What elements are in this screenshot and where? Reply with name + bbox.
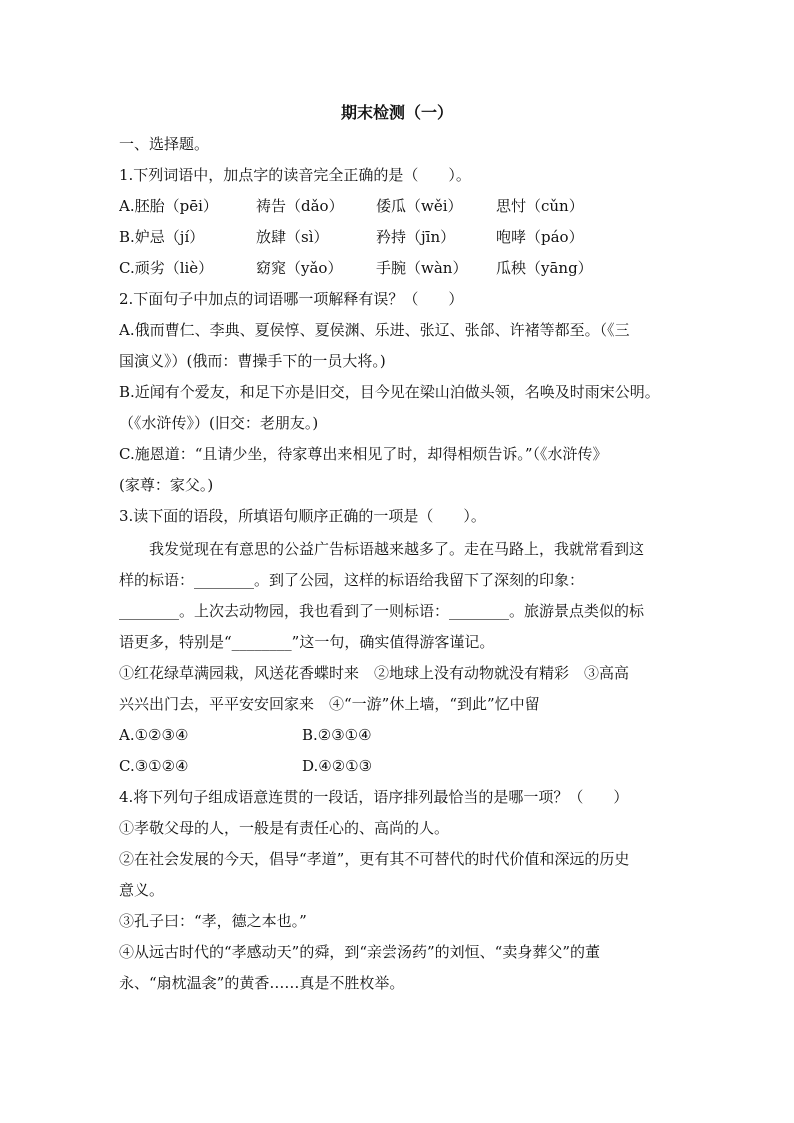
q4-stem: 4.将下列句子组成语意连贯的一段话，语序排列最恰当的是哪一项？（ ） — [119, 788, 629, 806]
q4-sentence-3: ③孔子曰：“孝，德之本也。” — [119, 912, 307, 930]
q2-option-c-line-2: (家尊：家父。) — [119, 476, 214, 494]
q1-option-c — [119, 258, 704, 278]
q3-option-b: B.②③①④ — [302, 726, 372, 744]
q1-b-word-3: 矜持（jīn） — [376, 228, 456, 246]
q1-b-word-4: 咆哮（páo） — [496, 228, 584, 246]
q4-sentence-2-line-1: ②在社会发展的今天，倡导“孝道”，更有其不可替代的时代价值和深远的历史 — [119, 850, 630, 868]
q1-option-a — [119, 196, 704, 216]
q3-sentences-line-1: ①红花绿草满园栽，风送花香蝶时来 ②地球上没有动物就没有精彩 ③高高 — [119, 664, 630, 682]
q2-option-c-line-1: C.施恩道：“且请少坐，待家尊出来相见了时，却得相烦告诉。”（《水浒传》 — [119, 445, 608, 463]
q1-a-word-2: 祷告（dǎo） — [256, 197, 344, 215]
q2-option-a-line-2: 国演义》）(俄而：曹操手下的一员大将。) — [119, 352, 386, 370]
q1-a-word-4: 思忖（cǔn） — [496, 197, 584, 215]
q3-option-a: A.①②③④ — [119, 726, 189, 744]
q1-a-word-3: 倭瓜（wěi） — [376, 197, 463, 215]
q4-sentence-1: ①孝敬父母的人，一般是有责任心的、高尚的人。 — [119, 819, 450, 837]
q3-option-c: C.③①②④ — [119, 757, 189, 775]
q4-sentence-4-line-2: 永、“扇枕温衾”的黄香……真是不胜枚举。 — [119, 974, 405, 992]
q1-c-word-3: 手腕（wàn） — [376, 259, 468, 277]
q4-sentence-4-line-1: ④从远古时代的“孝感动天”的舜，到“亲尝汤药”的刘恒、“卖身葬父”的董 — [119, 943, 601, 961]
q3-passage-line-2: 样的标语：________。到了公园，这样的标语给我留下了深刻的印象： — [119, 571, 585, 589]
q2-option-b-line-2: （《水浒传》）(旧交：老朋友。) — [119, 414, 319, 432]
q3-options-row-2 — [119, 756, 704, 776]
q2-option-a-line-1: A.俄而曹仁、李典、夏侯惇、夏侯渊、乐进、张辽、张郃、许褚等都至。（《三 — [119, 321, 630, 339]
q3-passage-line-1: 我发觉现在有意思的公益广告标语越来越多了。走在马路上，我就常看到这 — [149, 540, 645, 558]
q1-c-word-2: 窈窕（yǎo） — [256, 259, 343, 277]
q3-passage-line-3: ________。上次去动物园，我也看到了一则标语：________。旅游景点类似的标 — [119, 602, 645, 620]
section-heading: 一、选择题。 — [119, 135, 210, 153]
q3-passage-line-4: 语更多，特别是“________”这一句，确实值得游客谨记。 — [119, 633, 495, 651]
q2-stem: 2.下面句子中加点的词语哪一项解释有误？（ ） — [119, 290, 464, 308]
q1-b-word-1: B.妒忌（jí） — [119, 228, 205, 246]
q1-a-word-1: A.胚胎（pēi） — [119, 197, 218, 215]
q3-sentences-line-2: 兴兴出门去，平平安安回家来 ④“一游”休上墙，“到此”忆中留 — [119, 695, 540, 713]
page-title: 期末检测（一） — [340, 103, 453, 122]
q4-sentence-2-line-2: 意义。 — [119, 881, 165, 899]
q1-c-word-1: C.顽劣（liè） — [119, 259, 214, 277]
q1-c-word-4: 瓜秧（yāng） — [496, 259, 593, 277]
q3-stem: 3.读下面的语段，所填语句顺序正确的一项是（ ）。 — [119, 507, 486, 525]
q1-option-b — [119, 227, 704, 247]
q3-options-row-1 — [119, 725, 704, 745]
q1-b-word-2: 放肆（sì） — [256, 228, 329, 246]
q3-option-d: D.④②①③ — [302, 757, 373, 775]
q2-option-b-line-1: B.近闻有个爱友，和足下亦是旧交，目今见在梁山泊做头领，名唤及时雨宋公明。 — [119, 383, 660, 401]
q1-stem: 1.下列词语中，加点字的读音完全正确的是（ ）。 — [119, 166, 471, 184]
